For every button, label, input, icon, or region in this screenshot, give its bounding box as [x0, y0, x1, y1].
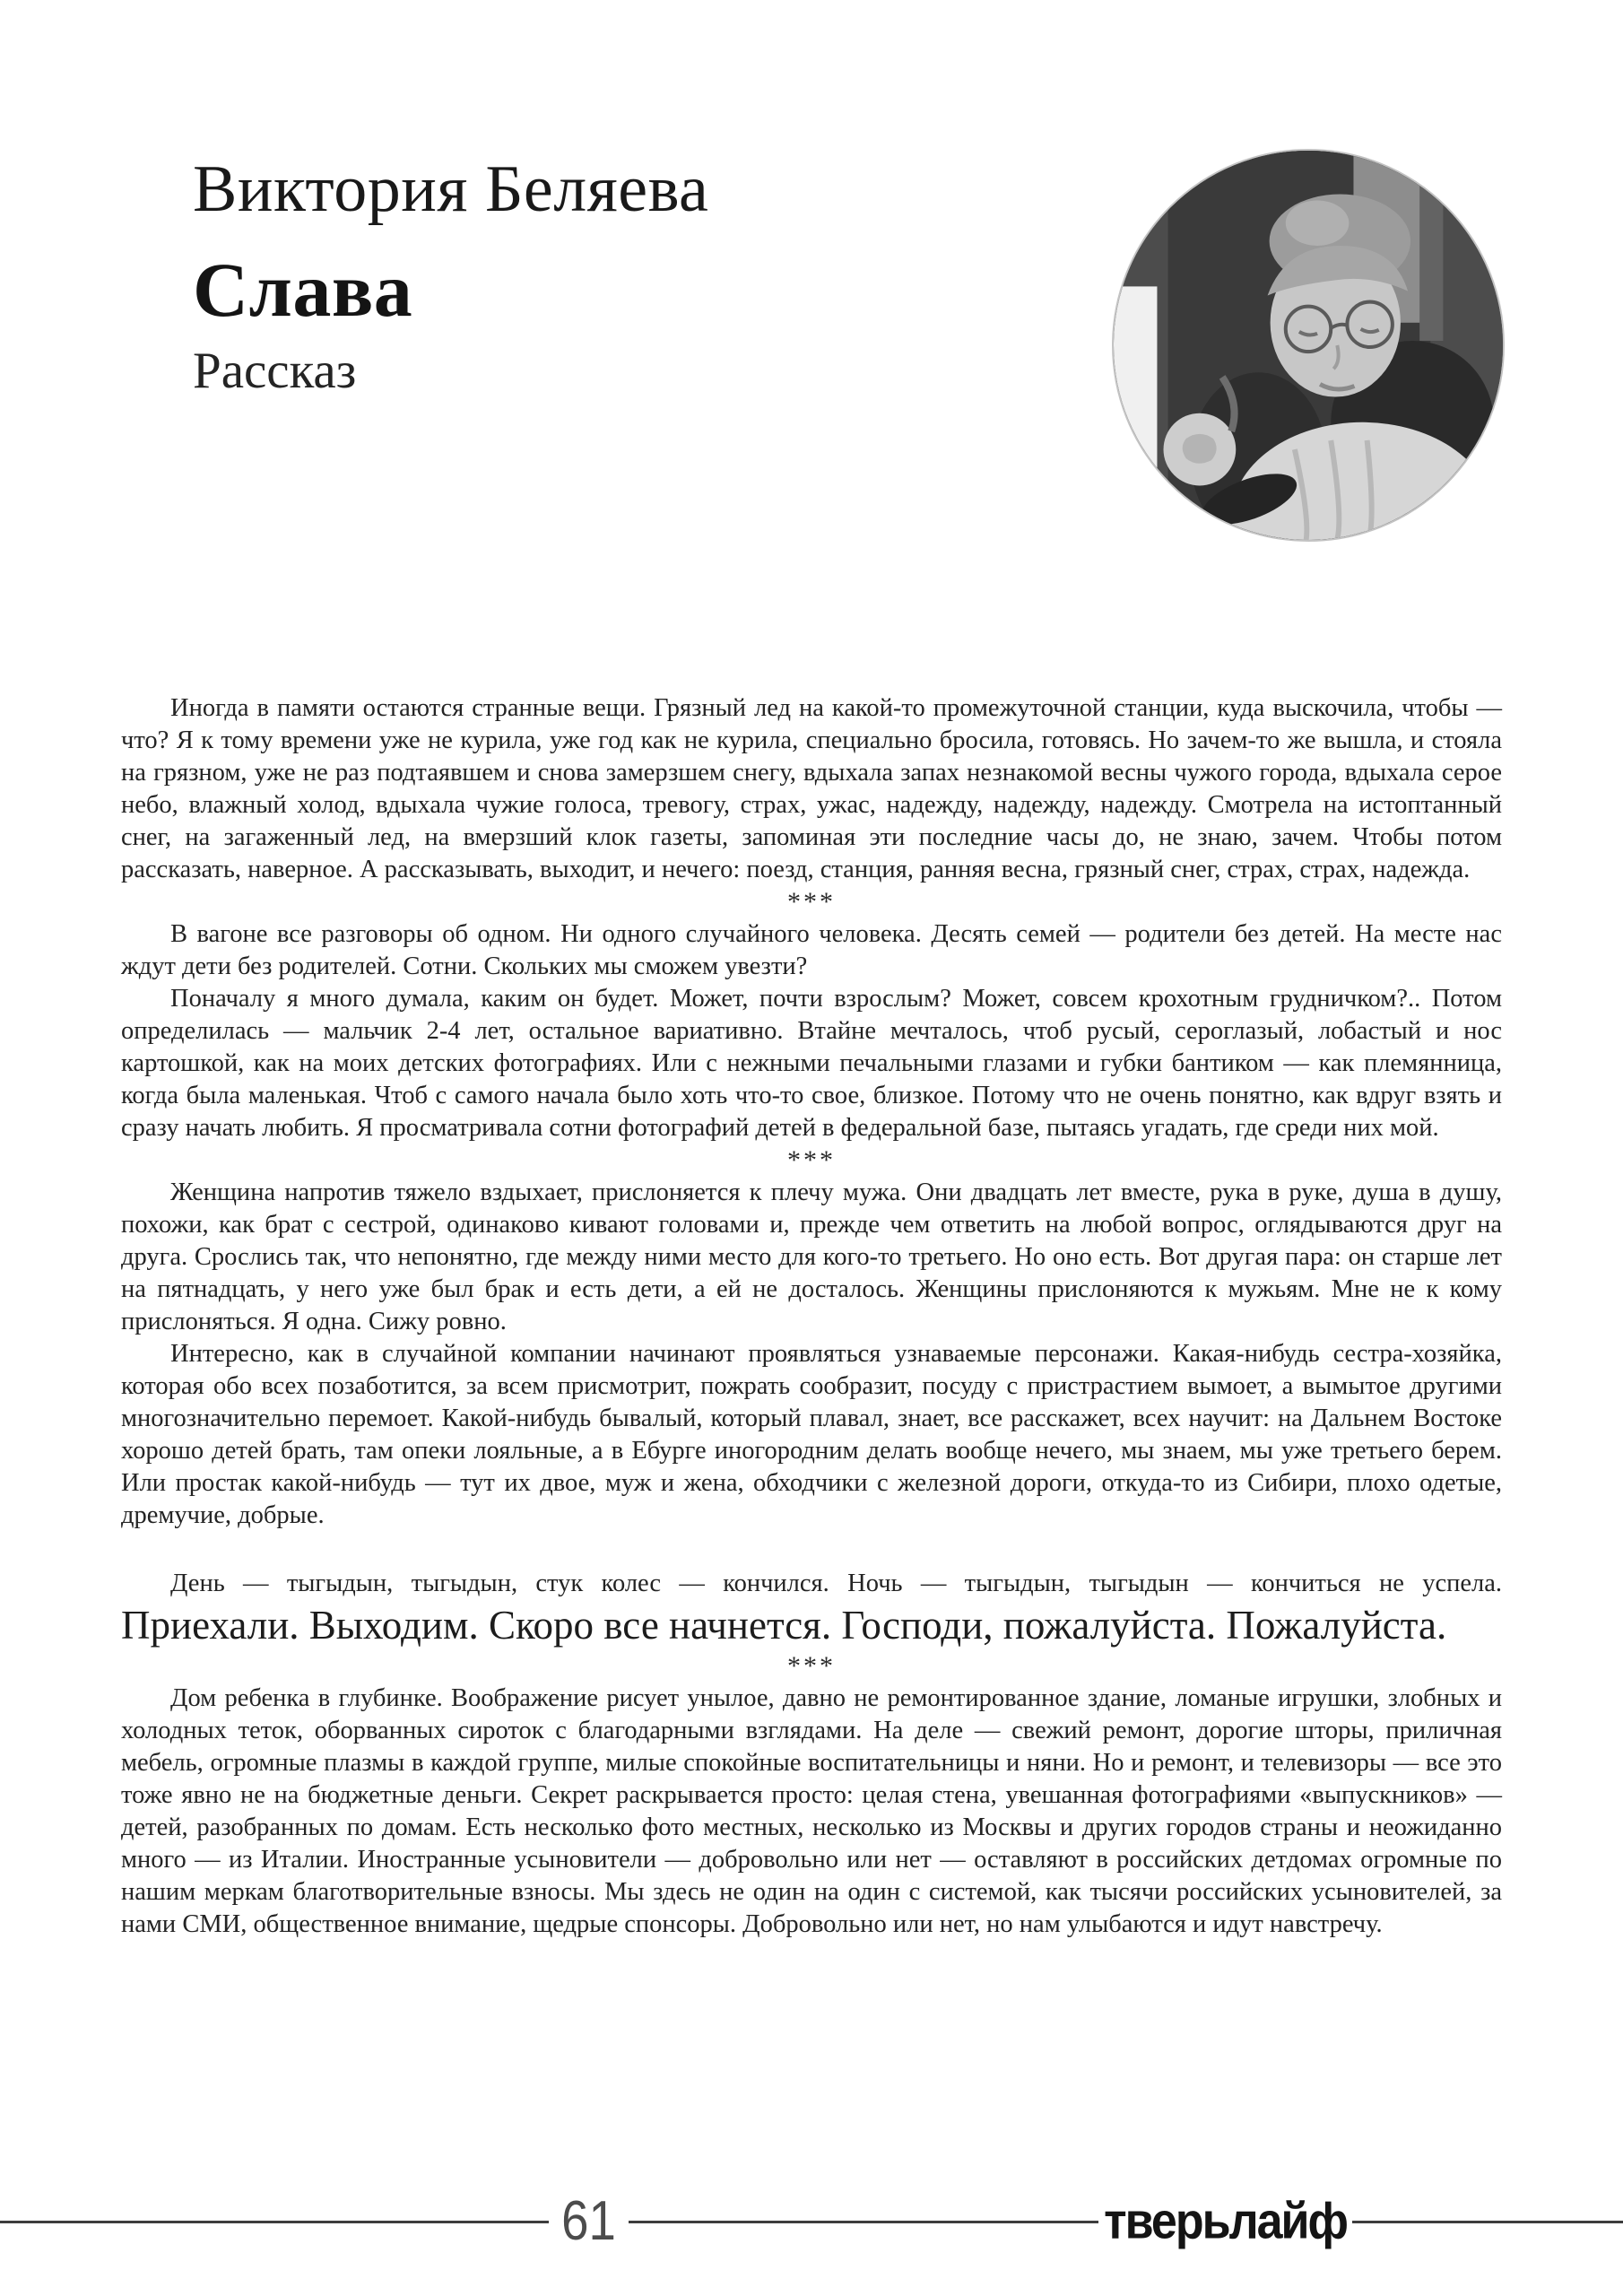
footer-rule-right — [1352, 2221, 1623, 2223]
paragraph-den-emphasis: Приехали. Выходим. Скоро все начнется. Господи, пожалуйста. Пожалуйста. — [121, 1603, 1447, 1648]
paragraph-interesno: Интересно, как в случайной компании начинают проявляться узнаваемые персонажи. Какая-нибудь сестра-хозяйка, которая обо всех позаботится, за всем присмотрит, пожрать сообразит, посуду с пристрастием вымоет, а вымытое другими многозначительно перемоет. Какой-нибудь бывалый, который плавал, знает, все расскажет, всех научит: на Дальнем Востоке хорошо детей брать, там опеки лояльные, а в Ебурге иногородним делать вообще нечего, мы знаем, мы уже третьего берем. Или простак какой-нибудь — тут их двое, муж и жена, обходчики с железной дороги, откуда-то из Сибири, плохо одетые, дремучие, добрые. — [121, 1340, 1502, 1529]
story-title: Слава — [193, 246, 413, 333]
section-separator: *** — [787, 887, 836, 917]
story-subtitle: Рассказ — [193, 343, 357, 400]
section-separator: *** — [787, 1651, 836, 1681]
paragraph-den-lead: День — тыгыдын, тыгыдын, стук колес — кончился. Ночь — тыгыдын, тыгыдын — кончиться не успела. — [170, 1570, 1502, 1597]
paragraph-intro: Иногда в памяти остаются странные вещи. Грязный лед на какой-то промежуточной станции, куда выскочила, чтобы — что? Я к тому времени уже не курила, уже год как не курила, специально бросила, готовясь. Но зачем-то же вышла, и стояла на грязном, уже не раз подтаявшем и снова замерзшем снегу, вдыхала запах незнакомой весны чужого города, вдыхала серое небо, влажный холод, вдыхала чужие голоса, тревогу, страх, ужас, надежду, надежду, надежду. Смотрела на истоптанный снег, на загаженный лед, на вмерзший клок газеты, запоминая эти последние часы до, не знаю, зачем. Чтобы потом рассказать, наверное. А рассказывать, выходит, и нечего: поезд, станция, ранняя весна, грязный снег, страх, страх, надежда. — [121, 694, 1502, 883]
page-footer — [0, 2190, 1623, 2252]
story-body — [121, 692, 1502, 1941]
paragraph-den — [121, 1568, 1502, 1650]
paragraph-ponachalu: Поначалу я много думала, каким он будет. Может, почти взрослым? Может, совсем крохотным грудничком?.. Потом определилась — мальчик 2-4 лет, остальное вариативно. Втайне мечталось, чтоб русый, сероглазый, лобастый и нос картошкой, как на моих детских фотографиях. Или с нежными печальными глазами и губки бантиком — как племянница, когда была маленькая. Чтоб с самого начала было хоть что-то свое, близкое. Потому что не очень понятно, как вдруг взять и сразу начать любить. Я просматривала сотни фотографий детей в федеральной базе, пытаясь угадать, где среди них мой. — [121, 985, 1502, 1142]
author-name: Виктория Беляева — [193, 152, 709, 226]
author-photo-illustration — [1114, 151, 1503, 540]
story-header — [193, 154, 708, 398]
page-number: 61 — [561, 2190, 616, 2252]
footer-rule-middle — [629, 2221, 1098, 2223]
paragraph-dom: Дом ребенка в глубинке. Воображение рисует унылое, давно не ремонтированное здание, ломаные игрушки, злобных и холодных теток, оборванных сироток с благодарными взглядами. На деле — свежий ремонт, дорогие шторы, приличная мебель, огромные плазмы в каждой группе, милые спокойные воспитательницы и няни. Но и ремонт, и телевизоры — все это тоже явно не на бюджетные деньги. Секрет раскрывается просто: целая стена, увешанная фотографиями «выпускников» — детей, разобранных по домам. Есть несколько фото местных, несколько из Москвы и других городов страны и неожиданно много — из Италии. Иностранные усыновители — добровольно или нет — оставляют в российских детдомах огромные по нашим меркам благотворительные взносы. Мы здесь не один на один с системой, как тысячи российских усыновителей, за нами СМИ, общественное внимание, щедрые спонсоры. Добровольно или нет, но нам улыбаются и идут навстречу. — [121, 1684, 1502, 1938]
paragraph-wagon: В вагоне все разговоры об одном. Ни одного случайного человека. Десять семей — родители без детей. На месте нас ждут дети без родителей. Сотни. Скольких мы сможем увезти? — [121, 920, 1502, 980]
author-photo — [1112, 149, 1505, 542]
magazine-logo: тверьлайф — [1104, 2193, 1347, 2250]
footer-rule-left — [0, 2221, 549, 2223]
paragraph-zhenshchina: Женщина напротив тяжело вздыхает, прислоняется к плечу мужа. Они двадцать лет вместе, рука в руке, душа в душу, похожи, как брат с сестрой, одинаково кивают головами и, прежде чем ответить на любой вопрос, оглядываются друг на друга. Срослись так, что непонятно, где между ними место для кого-то третьего. Но оно есть. Вот другая пара: он старше лет на пятнадцать, у него уже был брак и есть дети, а ей не досталось. Женщины прислоняются к мужьям. Мне не к кому прислоняться. Я одна. Сижу ровно. — [121, 1178, 1502, 1335]
section-separator: *** — [787, 1145, 836, 1175]
